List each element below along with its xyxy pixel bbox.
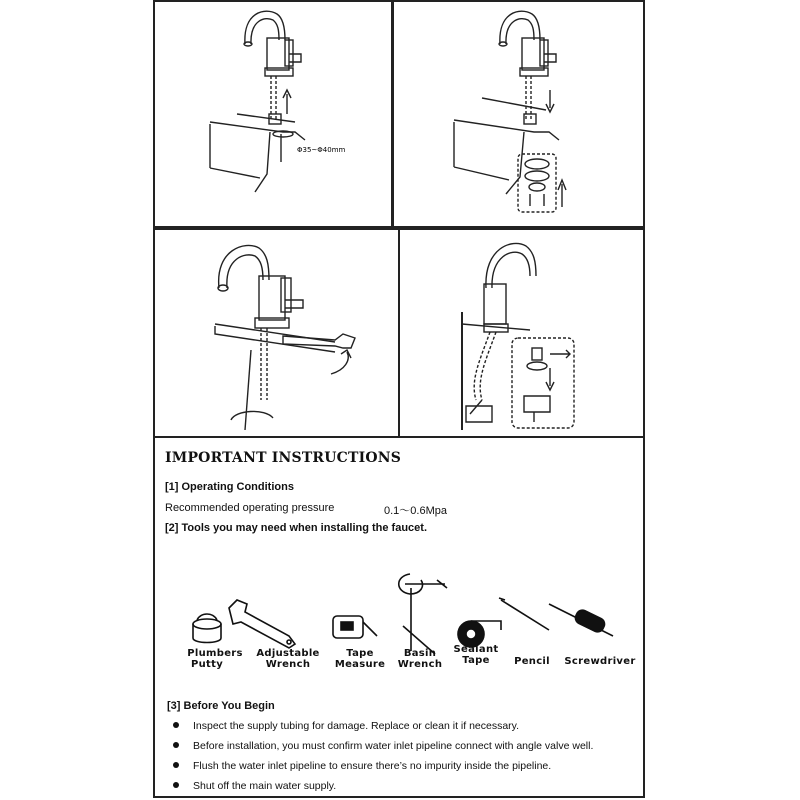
putty-can-icon xyxy=(193,614,221,643)
diagram-step-4 xyxy=(398,228,645,438)
bullet-icon xyxy=(173,742,179,748)
basin-wrench-icon xyxy=(399,574,447,654)
pressure-label: Recommended operating pressure xyxy=(165,502,335,514)
tool-label-tape-measure: Tape Measure xyxy=(334,648,386,670)
diagram-step-3 xyxy=(153,228,400,438)
hole-dimension-label: Φ35~Φ40mm xyxy=(297,146,346,154)
bullet-icon xyxy=(173,782,179,788)
instructions-panel xyxy=(153,436,645,798)
bullet-icon xyxy=(173,722,179,728)
list-item: Shut off the main water supply. xyxy=(173,780,336,792)
tool-label-sealant-tape: Sealant Tape xyxy=(453,644,499,666)
tools-heading: [2] Tools you may need when installing the faucet. xyxy=(165,522,428,534)
tool-label-pencil: Pencil xyxy=(514,656,550,667)
pencil-icon xyxy=(499,598,549,630)
instructions-title: IMPORTANT INSTRUCTIONS xyxy=(165,450,402,466)
tool-label-plumbers-putty: Plumbers Putty xyxy=(187,648,243,670)
diagram-step-1 xyxy=(153,0,393,228)
list-item: Before installation, you must confirm water inlet pipeline connect with angle valve well. xyxy=(173,740,593,752)
faucet-insert-illustration xyxy=(155,2,393,228)
list-item: Inspect the supply tubing for damage. Replace or clean it if necessary. xyxy=(173,720,519,732)
tape-measure-icon xyxy=(333,616,377,638)
bullet-icon xyxy=(173,762,179,768)
before-you-begin-heading: [3] Before You Begin xyxy=(167,700,275,712)
list-item: Flush the water inlet pipeline to ensure there’s no impurity inside the pipeline. xyxy=(173,760,551,772)
wrench-tighten-illustration xyxy=(155,230,400,438)
tool-label-screwdriver: Screwdriver xyxy=(564,656,636,667)
pressure-value: 0.1～0.6Mpa xyxy=(384,505,447,517)
adjustable-wrench-icon xyxy=(229,600,295,648)
mounting-hardware-illustration xyxy=(394,2,645,228)
operating-conditions-heading: [1] Operating Conditions xyxy=(165,481,294,493)
tool-label-adjustable-wrench: Adjustable Wrench xyxy=(256,648,320,670)
diagram-step-2 xyxy=(392,0,645,228)
tool-label-basin-wrench: Basin Wrench xyxy=(397,648,443,670)
hose-connection-illustration xyxy=(400,230,645,438)
screwdriver-icon xyxy=(549,604,613,636)
